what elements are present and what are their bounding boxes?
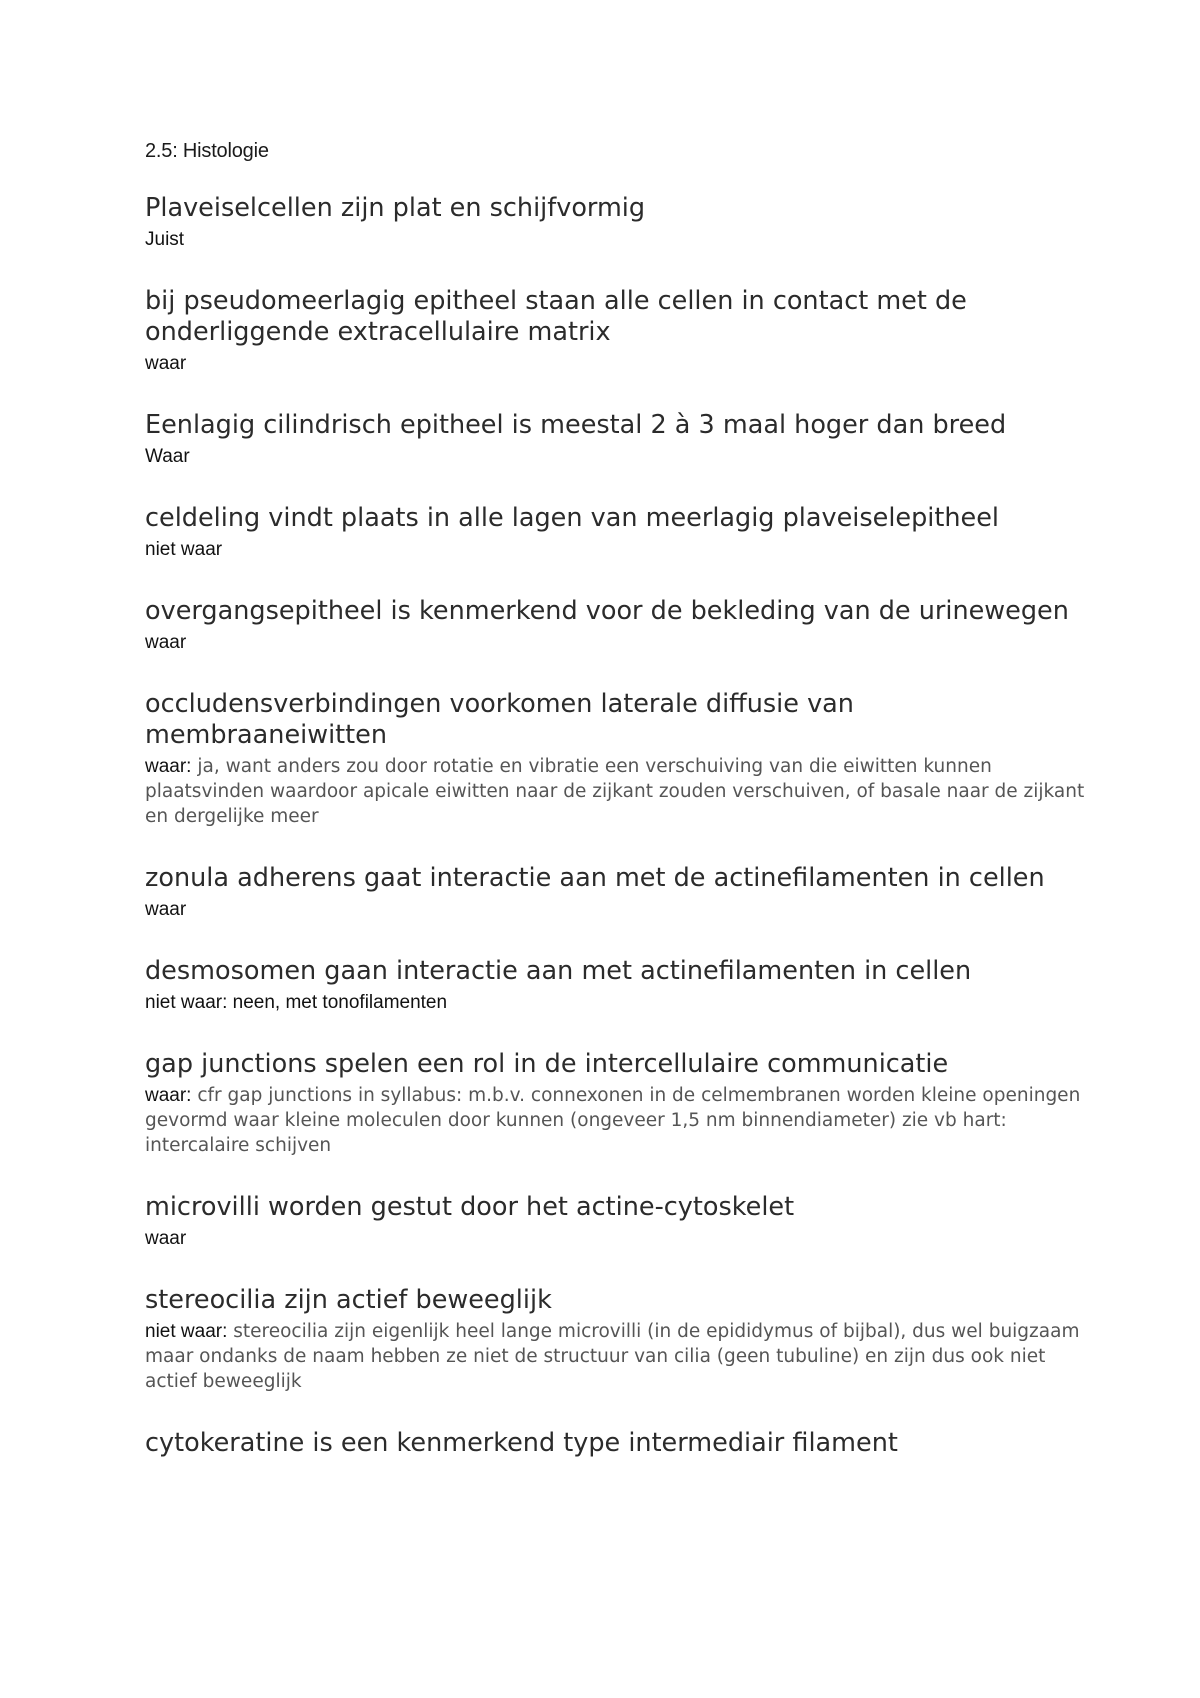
question-text: gap junctions spelen een rol in de intercellulaire communicatie <box>145 1049 949 1079</box>
answer-text <box>145 1319 1085 1394</box>
qa-item <box>145 1428 1085 1459</box>
qa-item <box>145 956 1085 1015</box>
question-text: occludensverbindingen voorkomen laterale diffusie van membraaneiwitten <box>145 689 854 750</box>
document-page <box>145 140 1085 1493</box>
question-text: overgangsepitheel is kenmerkend voor de bekleding van de urinewegen <box>145 596 1069 626</box>
answer-text <box>145 754 1085 829</box>
answer-verdict: waar: <box>145 756 192 777</box>
answer-text <box>145 990 1085 1015</box>
answer-verdict: waar <box>145 353 187 374</box>
qa-item <box>145 410 1085 469</box>
answer-verdict: waar <box>145 899 187 920</box>
qa-item <box>145 1049 1085 1158</box>
section-title: 2.5: Histologie <box>145 140 269 162</box>
question-text: bij pseudomeerlagig epitheel staan alle cellen in contact met de onderliggende extracellulaire matrix <box>145 286 967 347</box>
answer-verdict: niet waar: neen, met tonofilamenten <box>145 992 448 1013</box>
question-text: desmosomen gaan interactie aan met actinefilamenten in cellen <box>145 956 972 986</box>
qa-item <box>145 286 1085 376</box>
answer-verdict: waar <box>145 632 187 653</box>
qa-item <box>145 1285 1085 1394</box>
answer-verdict: waar: <box>145 1085 192 1106</box>
answer-text <box>145 537 1085 562</box>
qa-item <box>145 689 1085 829</box>
answer-text <box>145 630 1085 655</box>
question-text: microvilli worden gestut door het actine-cytoskelet <box>145 1192 795 1222</box>
answer-verdict: Waar <box>145 446 190 467</box>
answer-text <box>145 1083 1085 1158</box>
qa-item <box>145 596 1085 655</box>
answer-text <box>145 351 1085 376</box>
answer-explanation: ja, want anders zou door rotatie en vibratie een verschuiving van die eiwitten kunnen plaatsvinden waardoor apicale eiwitten naar de zijkant zouden verschuiven, of basale naar de zijkant en dergelijke meer <box>145 756 1085 827</box>
question-text: zonula adherens gaat interactie aan met de actinefilamenten in cellen <box>145 863 1045 893</box>
answer-text <box>145 227 1085 252</box>
qa-item <box>145 1192 1085 1251</box>
answer-text <box>145 1226 1085 1251</box>
answer-verdict: niet waar: <box>145 1321 228 1342</box>
question-text: stereocilia zijn actief beweeglijk <box>145 1285 552 1315</box>
qa-item <box>145 503 1085 562</box>
answer-verdict: waar <box>145 1228 187 1249</box>
answer-text <box>145 897 1085 922</box>
answer-verdict: Juist <box>145 229 185 250</box>
question-text: celdeling vindt plaats in alle lagen van meerlagig plaveiselepitheel <box>145 503 999 533</box>
qa-item <box>145 193 1085 252</box>
answer-text <box>145 444 1085 469</box>
answer-verdict: niet waar <box>145 539 223 560</box>
answer-explanation: cfr gap junctions in syllabus: m.b.v. connexonen in de celmembranen worden kleine openingen gevormd waar kleine moleculen door kunnen (ongeveer 1,5 nm binnendiameter) zie vb hart: intercalaire schijven <box>145 1085 1081 1156</box>
question-text: Eenlagig cilindrisch epitheel is meestal 2 à 3 maal hoger dan breed <box>145 410 1007 440</box>
question-text: cytokeratine is een kenmerkend type intermediair filament <box>145 1428 898 1458</box>
question-text: Plaveiselcellen zijn plat en schijfvormig <box>145 193 646 223</box>
answer-explanation: stereocilia zijn eigenlijk heel lange microvilli (in de epididymus of bijbal), dus wel buigzaam maar ondanks de naam hebben ze niet de structuur van cilia (geen tubuline) en zijn dus ook niet actief beweeglijk <box>145 1321 1080 1392</box>
qa-item <box>145 863 1085 922</box>
